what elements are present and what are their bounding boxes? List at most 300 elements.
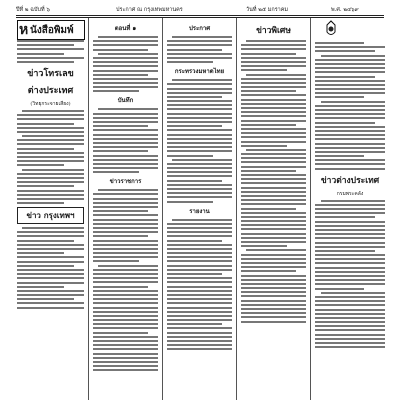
text-line bbox=[315, 80, 385, 82]
text-line bbox=[315, 237, 385, 239]
text-line bbox=[315, 92, 385, 94]
text-line bbox=[17, 181, 84, 183]
text-line bbox=[93, 235, 148, 237]
text-line bbox=[167, 323, 222, 325]
issue-date: วันที่ ๒๕ มกราคม bbox=[246, 7, 289, 13]
text-line bbox=[167, 240, 222, 242]
text-line bbox=[17, 160, 84, 162]
text-line bbox=[93, 340, 158, 342]
text-line bbox=[315, 334, 385, 336]
text-line bbox=[98, 189, 158, 191]
text-line bbox=[315, 67, 385, 69]
text-line bbox=[167, 146, 232, 148]
text-line bbox=[315, 342, 385, 344]
text-line bbox=[17, 294, 84, 296]
text-line bbox=[167, 315, 232, 317]
text-line bbox=[315, 216, 375, 218]
text-line bbox=[93, 315, 158, 317]
text-line bbox=[93, 61, 158, 63]
text-line bbox=[167, 319, 232, 321]
text-line bbox=[167, 61, 213, 63]
text-line bbox=[172, 219, 232, 221]
text-line bbox=[315, 122, 375, 124]
text-line bbox=[17, 244, 84, 246]
text-line bbox=[241, 291, 306, 293]
text-line bbox=[17, 231, 84, 233]
text-line bbox=[246, 40, 306, 42]
text-line bbox=[241, 220, 306, 222]
text-line bbox=[93, 150, 148, 152]
text-line bbox=[93, 206, 158, 208]
text-line bbox=[241, 128, 306, 130]
text-line bbox=[93, 78, 158, 80]
text-line bbox=[241, 53, 296, 55]
text-line bbox=[93, 286, 148, 288]
text-line bbox=[246, 74, 306, 76]
text-line bbox=[241, 187, 306, 189]
text-line bbox=[315, 204, 385, 206]
text-line bbox=[315, 338, 385, 340]
text-line bbox=[241, 99, 306, 101]
text-line bbox=[93, 146, 158, 148]
text-line bbox=[167, 117, 232, 119]
text-line bbox=[315, 50, 375, 52]
text-line bbox=[321, 55, 385, 57]
text-line bbox=[98, 265, 158, 267]
text-line bbox=[241, 266, 306, 268]
text-line bbox=[93, 327, 158, 329]
text-line bbox=[241, 94, 306, 96]
text-line bbox=[241, 199, 306, 201]
text-line bbox=[93, 361, 158, 363]
text-line bbox=[17, 173, 84, 175]
text-line bbox=[315, 134, 385, 136]
text-line bbox=[93, 121, 158, 123]
text-line bbox=[315, 212, 385, 214]
text-line bbox=[167, 134, 232, 136]
text-line bbox=[167, 265, 232, 267]
text-line bbox=[17, 148, 74, 150]
text-line bbox=[315, 155, 364, 157]
text-line bbox=[315, 262, 385, 264]
text-line bbox=[167, 336, 232, 338]
text-line bbox=[167, 184, 232, 186]
col2-head3: ข่าวราชการ bbox=[109, 178, 142, 186]
text-line bbox=[167, 138, 232, 140]
col3-head1: ประกาศ bbox=[188, 25, 211, 32]
text-line bbox=[321, 101, 385, 103]
text-line bbox=[167, 167, 232, 169]
text-line bbox=[241, 304, 306, 306]
text-line bbox=[315, 258, 385, 260]
text-line bbox=[315, 143, 385, 145]
text-line bbox=[93, 269, 158, 271]
text-line bbox=[167, 150, 232, 152]
text-line bbox=[93, 344, 158, 346]
text-line bbox=[167, 44, 232, 46]
text-line bbox=[241, 174, 306, 176]
text-line bbox=[93, 202, 158, 204]
text-line bbox=[167, 340, 232, 342]
text-line bbox=[93, 134, 158, 136]
text-line bbox=[93, 74, 148, 76]
text-line bbox=[167, 83, 232, 85]
text-line bbox=[241, 57, 306, 59]
text-line bbox=[167, 171, 232, 173]
text-line bbox=[315, 168, 385, 170]
masthead-title: นังสือพิมพ์ bbox=[30, 25, 74, 36]
text-line bbox=[17, 190, 84, 192]
text-line bbox=[167, 53, 232, 55]
text-line bbox=[172, 79, 232, 81]
text-line bbox=[241, 157, 306, 159]
text-line bbox=[93, 82, 158, 84]
text-line bbox=[241, 178, 306, 180]
text-line bbox=[241, 216, 306, 218]
text-line bbox=[321, 200, 385, 202]
text-line bbox=[17, 185, 74, 187]
text-line bbox=[241, 212, 306, 214]
text-line bbox=[241, 82, 306, 84]
header-rule-double bbox=[16, 17, 384, 18]
text-line bbox=[93, 302, 158, 304]
text-line bbox=[315, 76, 375, 78]
col3-head3: รายงาน bbox=[189, 207, 210, 215]
text-line bbox=[93, 319, 158, 321]
text-line bbox=[93, 57, 158, 59]
text-line bbox=[241, 270, 296, 272]
text-line bbox=[241, 312, 306, 314]
text-line bbox=[93, 198, 158, 200]
text-line bbox=[93, 281, 158, 283]
text-line bbox=[241, 191, 306, 193]
header-rule bbox=[16, 15, 384, 16]
text-line bbox=[167, 281, 232, 283]
text-line bbox=[167, 108, 232, 110]
text-line bbox=[167, 104, 232, 106]
text-line bbox=[315, 229, 385, 231]
text-line bbox=[167, 180, 222, 182]
text-line bbox=[315, 46, 385, 48]
text-line bbox=[17, 194, 84, 196]
text-line bbox=[93, 159, 158, 161]
text-line bbox=[241, 90, 296, 92]
text-line bbox=[315, 59, 385, 61]
text-line bbox=[167, 113, 232, 115]
text-line bbox=[315, 250, 375, 252]
text-line bbox=[241, 295, 306, 297]
text-line bbox=[315, 63, 385, 65]
text-line bbox=[93, 323, 158, 325]
text-line bbox=[241, 44, 306, 46]
text-line bbox=[93, 219, 158, 221]
text-line bbox=[17, 61, 74, 63]
text-line bbox=[241, 195, 306, 197]
text-line bbox=[241, 124, 296, 126]
text-line bbox=[315, 159, 385, 161]
text-line bbox=[241, 170, 296, 172]
text-line bbox=[17, 44, 74, 46]
text-line bbox=[315, 296, 385, 298]
text-line bbox=[241, 275, 306, 277]
text-line bbox=[17, 118, 84, 120]
text-line bbox=[93, 163, 158, 165]
headline-telegraph: ข่าวโทรเลข bbox=[27, 68, 74, 79]
text-line bbox=[321, 292, 385, 294]
text-line bbox=[17, 261, 84, 263]
text-line bbox=[17, 290, 84, 292]
text-line bbox=[167, 302, 232, 304]
text-line bbox=[17, 202, 64, 204]
text-line bbox=[167, 260, 232, 262]
text-line bbox=[315, 225, 385, 227]
text-line bbox=[93, 227, 158, 229]
text-line bbox=[241, 120, 306, 122]
col5-head1: ข่าวต่างประเทศ bbox=[320, 175, 380, 186]
col5-head2: กรมพระคลัง bbox=[336, 190, 364, 197]
text-line bbox=[315, 126, 385, 128]
column-divider bbox=[162, 18, 163, 400]
text-line bbox=[241, 145, 287, 147]
text-line bbox=[315, 147, 385, 149]
text-line bbox=[167, 332, 232, 334]
text-line bbox=[167, 163, 232, 165]
text-line bbox=[315, 275, 385, 277]
text-line bbox=[241, 61, 306, 63]
text-line bbox=[241, 316, 306, 318]
headline-foreign: ต่างประเทศ bbox=[27, 85, 74, 96]
text-line bbox=[93, 129, 158, 131]
text-line bbox=[167, 227, 232, 229]
text-line bbox=[93, 49, 148, 51]
text-line bbox=[93, 167, 158, 169]
text-line bbox=[93, 369, 158, 371]
text-line bbox=[167, 100, 232, 102]
text-line bbox=[241, 69, 287, 71]
text-line bbox=[17, 123, 74, 125]
text-line bbox=[17, 302, 84, 304]
text-line bbox=[315, 163, 385, 165]
text-line bbox=[93, 214, 158, 216]
text-line bbox=[315, 96, 364, 98]
text-line bbox=[93, 44, 158, 46]
text-line bbox=[315, 84, 385, 86]
issue-year: พ.ศ. ๒๔๖๙ bbox=[331, 7, 359, 13]
text-line bbox=[17, 256, 84, 258]
section-bangkok: ข่าว กรุงเทพฯ bbox=[17, 207, 84, 224]
text-line bbox=[93, 277, 158, 279]
text-line bbox=[167, 273, 222, 275]
text-line bbox=[315, 321, 385, 323]
text-line bbox=[93, 86, 158, 88]
text-line bbox=[315, 208, 385, 210]
text-line bbox=[241, 141, 306, 143]
text-line bbox=[17, 139, 84, 141]
text-line bbox=[93, 365, 158, 367]
column-5 bbox=[315, 42, 385, 350]
text-line bbox=[167, 40, 232, 42]
text-line bbox=[17, 307, 84, 309]
text-line bbox=[167, 344, 232, 346]
text-line bbox=[241, 115, 306, 117]
text-line bbox=[17, 143, 84, 145]
text-line bbox=[241, 161, 306, 163]
text-line bbox=[93, 252, 158, 254]
text-line bbox=[17, 286, 64, 288]
text-line bbox=[167, 294, 232, 296]
text-line bbox=[17, 252, 64, 254]
text-line bbox=[17, 53, 64, 55]
text-line bbox=[241, 182, 306, 184]
text-line bbox=[167, 196, 232, 198]
text-line bbox=[241, 237, 306, 239]
col3-head2: กระทรวงมหาดไทย bbox=[174, 68, 225, 76]
text-line bbox=[167, 188, 232, 190]
text-line bbox=[315, 109, 385, 111]
column-divider bbox=[88, 18, 89, 400]
text-line bbox=[241, 107, 306, 109]
text-line bbox=[315, 313, 385, 315]
text-line bbox=[167, 298, 232, 300]
text-line bbox=[93, 193, 158, 195]
text-line bbox=[93, 248, 158, 250]
text-line bbox=[172, 159, 232, 161]
text-line bbox=[315, 346, 385, 348]
text-line bbox=[17, 156, 84, 158]
text-line bbox=[93, 155, 158, 157]
text-line bbox=[241, 48, 306, 50]
text-line bbox=[167, 125, 222, 127]
text-line bbox=[315, 233, 385, 235]
masthead bbox=[17, 20, 85, 40]
text-line bbox=[93, 65, 158, 67]
text-line bbox=[93, 40, 158, 42]
text-line bbox=[167, 235, 232, 237]
column-4 bbox=[241, 20, 306, 325]
text-line bbox=[241, 224, 306, 226]
text-line bbox=[17, 127, 84, 129]
text-line bbox=[93, 113, 158, 115]
text-line bbox=[93, 125, 148, 127]
text-line bbox=[93, 171, 139, 173]
text-line bbox=[315, 88, 385, 90]
text-line bbox=[93, 231, 158, 233]
text-line bbox=[315, 117, 385, 119]
text-line bbox=[93, 70, 158, 72]
text-line bbox=[167, 244, 232, 246]
text-line bbox=[167, 277, 232, 279]
text-line bbox=[241, 111, 306, 113]
publication-office: ประกาศ ณ กรุงเทพมหานคร bbox=[116, 7, 183, 13]
text-line bbox=[315, 242, 385, 244]
text-line bbox=[241, 254, 306, 256]
text-line bbox=[241, 283, 306, 285]
text-line bbox=[93, 348, 158, 350]
text-line bbox=[167, 223, 232, 225]
text-line bbox=[17, 248, 84, 250]
text-line bbox=[93, 353, 158, 355]
text-line bbox=[241, 287, 306, 289]
text-line bbox=[172, 36, 232, 38]
text-line bbox=[17, 269, 84, 271]
text-line bbox=[315, 304, 385, 306]
text-line bbox=[315, 300, 385, 302]
text-line bbox=[246, 149, 306, 151]
text-line bbox=[167, 142, 232, 144]
text-line bbox=[17, 152, 84, 154]
text-line bbox=[167, 57, 232, 59]
col2-head2: บันทึก bbox=[117, 97, 134, 105]
text-line bbox=[315, 309, 385, 311]
text-line bbox=[167, 248, 232, 250]
text-line bbox=[167, 290, 232, 292]
text-line bbox=[241, 132, 306, 134]
text-line bbox=[167, 348, 232, 350]
text-line bbox=[241, 245, 287, 247]
text-line bbox=[93, 311, 158, 313]
text-line bbox=[241, 300, 306, 302]
page-header bbox=[16, 4, 384, 14]
text-line bbox=[315, 279, 385, 281]
col4-head1: ข่าวพิเศษ bbox=[256, 26, 291, 36]
text-line bbox=[315, 288, 364, 290]
text-line bbox=[17, 177, 84, 179]
text-line bbox=[167, 269, 232, 271]
royal-seal-icon bbox=[323, 20, 339, 38]
text-line bbox=[22, 135, 84, 137]
text-line bbox=[246, 249, 306, 251]
text-line bbox=[167, 121, 232, 123]
text-line bbox=[241, 103, 306, 105]
text-line bbox=[22, 110, 84, 112]
col2-head1: ตอนที่ ๑ bbox=[114, 25, 137, 32]
text-line bbox=[17, 57, 84, 59]
text-line bbox=[167, 96, 222, 98]
text-line bbox=[315, 329, 385, 331]
text-line bbox=[167, 155, 213, 157]
text-line bbox=[17, 131, 84, 133]
text-line bbox=[241, 262, 306, 264]
text-line bbox=[241, 65, 306, 67]
text-line bbox=[315, 105, 385, 107]
text-line bbox=[93, 138, 158, 140]
column-divider bbox=[236, 18, 237, 400]
text-line bbox=[17, 164, 64, 166]
text-line bbox=[167, 129, 232, 131]
column-divider bbox=[310, 18, 311, 400]
text-line bbox=[241, 233, 306, 235]
text-line bbox=[241, 258, 306, 260]
text-line bbox=[315, 246, 385, 248]
text-line bbox=[17, 277, 84, 279]
text-line bbox=[167, 286, 232, 288]
text-line bbox=[315, 254, 385, 256]
text-line bbox=[93, 117, 158, 119]
text-line bbox=[93, 210, 148, 212]
text-line bbox=[93, 244, 158, 246]
text-line bbox=[93, 290, 158, 292]
text-line bbox=[315, 130, 385, 132]
text-line bbox=[22, 227, 84, 229]
text-line bbox=[241, 203, 306, 205]
text-line bbox=[167, 192, 232, 194]
text-line bbox=[93, 294, 158, 296]
text-line bbox=[315, 221, 385, 223]
text-line bbox=[241, 78, 306, 80]
text-line bbox=[167, 327, 232, 329]
text-line bbox=[93, 336, 158, 338]
text-line bbox=[93, 332, 148, 334]
